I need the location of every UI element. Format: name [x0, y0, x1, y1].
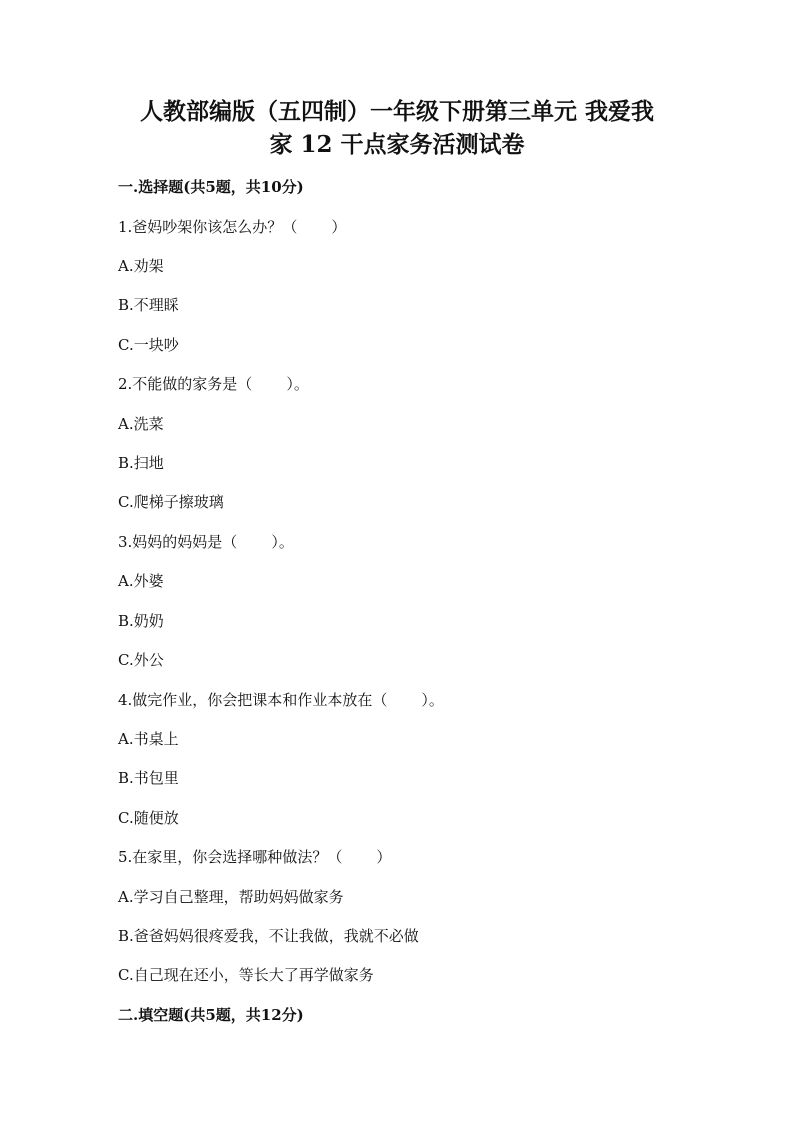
- question-3-option-a: A.外婆: [118, 572, 164, 590]
- question-stem: 4.做完作业，你会把课本和作业本放在（: [118, 691, 388, 709]
- question-stem-end: ）。: [286, 375, 309, 393]
- question-stem-end: ）。: [421, 691, 444, 709]
- question-stem: 2.不能做的家务是（: [118, 375, 253, 393]
- question-4-option-b: B.书包里: [118, 769, 179, 787]
- document-title-line-2: 家 12 干点家务活测试卷: [269, 131, 525, 158]
- question-2: [118, 374, 309, 394]
- question-stem: 5.在家里，你会选择哪种做法？（: [118, 848, 343, 866]
- question-2-option-a: A.洗菜: [118, 415, 164, 433]
- question-5-option-b: B.爸爸妈妈很疼爱我，不让我做，我就不必做: [118, 927, 419, 945]
- question-5: [118, 847, 391, 867]
- question-stem-end: ）: [331, 218, 347, 236]
- question-2-option-c: C.爬梯子擦玻璃: [118, 493, 224, 511]
- question-4-option-a: A.书桌上: [118, 730, 179, 748]
- question-1-option-b: B.不理睬: [118, 296, 179, 314]
- question-1-option-c: C.一块吵: [118, 336, 179, 354]
- section-heading-fill-in: 二.填空题(共5题，共12分): [118, 1006, 304, 1024]
- question-5-option-a: A.学习自己整理，帮助妈妈做家务: [118, 888, 344, 906]
- question-stem-end: ）: [376, 848, 392, 866]
- question-1: [118, 217, 346, 237]
- section-heading-choice: 一.选择题(共5题，共10分): [118, 178, 304, 196]
- question-1-option-a: A.劝架: [118, 257, 164, 275]
- question-3-option-b: B.奶奶: [118, 612, 164, 630]
- document-title-line-1: 人教部编版（五四制）一年级下册第三单元 我爱我: [139, 98, 654, 125]
- question-2-option-b: B.扫地: [118, 454, 164, 472]
- question-4: [118, 690, 444, 710]
- question-3: [118, 532, 294, 552]
- question-stem-end: ）。: [271, 533, 294, 551]
- question-stem: 3.妈妈的妈妈是（: [118, 533, 238, 551]
- question-5-option-c: C.自己现在还小，等长大了再学做家务: [118, 966, 374, 984]
- question-stem: 1.爸妈吵架你该怎么办？（: [118, 218, 298, 236]
- question-3-option-c: C.外公: [118, 651, 164, 669]
- question-4-option-c: C.随便放: [118, 809, 179, 827]
